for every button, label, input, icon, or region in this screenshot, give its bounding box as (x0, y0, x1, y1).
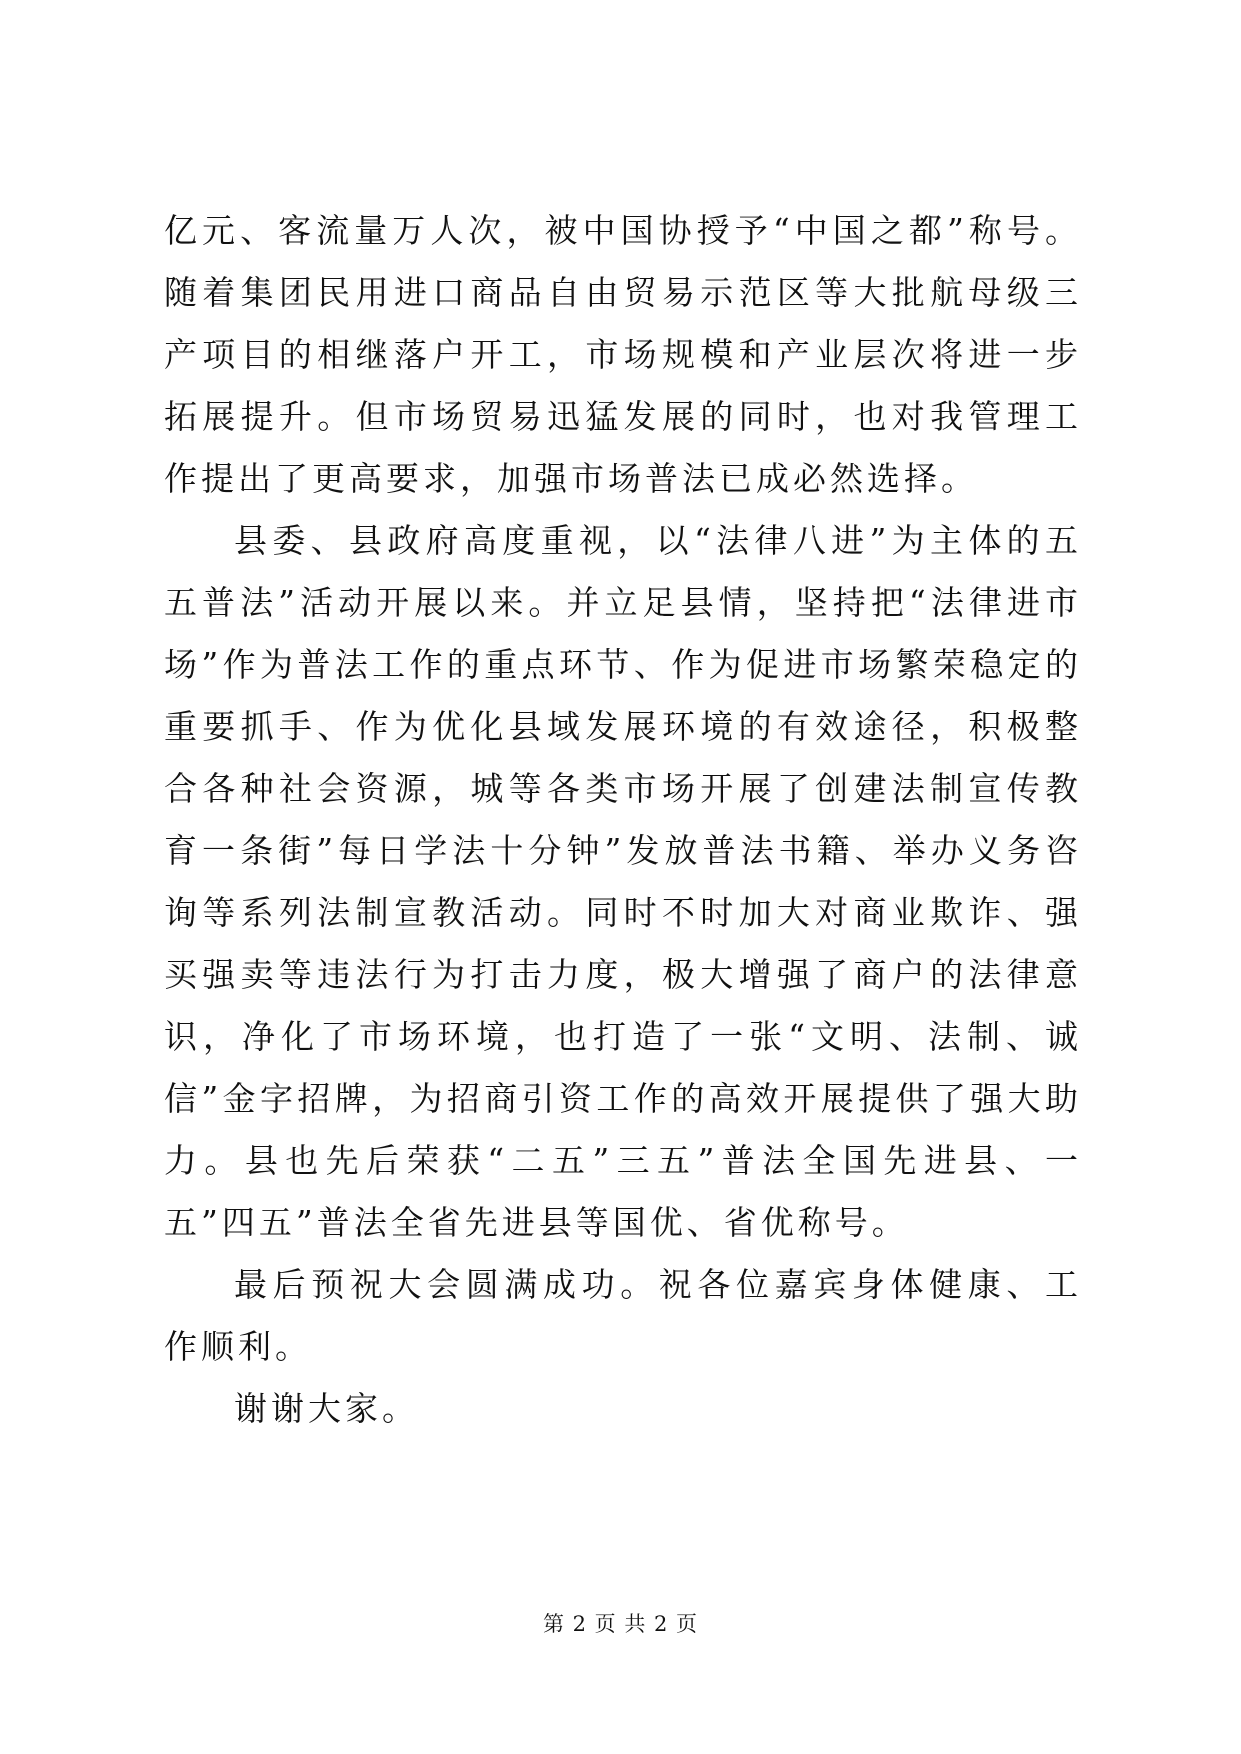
paragraph-3: 最后预祝大会圆满成功。祝各位嘉宾身体健康、工作顺利。 (164, 1265, 1082, 1366)
paragraph-2: 县委、县政府高度重视，以“法律八进”为主体的五五普法”活动开展以来。并立足县情，坚持把“法律进市场”作为普法工作的重点环节、作为促进市场繁荣稳定的重要抓手、作为优化县域发展环境的有效途径，积极整合各种社会资源，城等各类市场开展了创建法制宣传教育一条街”每日学法十分钟”发放普法书籍、举办义务咨询等系列法制宣教活动。同时不时加大对商业欺诈、强买强卖等违法行为打击力度，极大增强了商户的法律意识，净化了市场环境，也打造了一张“文明、法制、诚信”金字招牌，为招商引资工作的高效开展提供了强大助力。县也先后荣获“二五”三五”普法全国先进县、一五”四五”普法全省先进县等国优、省优称号。 (164, 521, 1082, 1242)
document-body (164, 200, 1082, 1440)
paragraph-4: 谢谢大家。 (234, 1389, 419, 1428)
paragraph-1: 亿元、客流量万人次，被中国协授予“中国之都”称号。随着集团民用进口商品自由贸易示范区等大批航母级三产项目的相继落户开工，市场规模和产业层次将进一步拓展提升。但市场贸易迅猛发展的同时，也对我管理工作提出了更高要求，加强市场普法已成必然选择。 (164, 211, 1082, 498)
page-footer: 第 2 页 共 2 页 (542, 1612, 699, 1636)
